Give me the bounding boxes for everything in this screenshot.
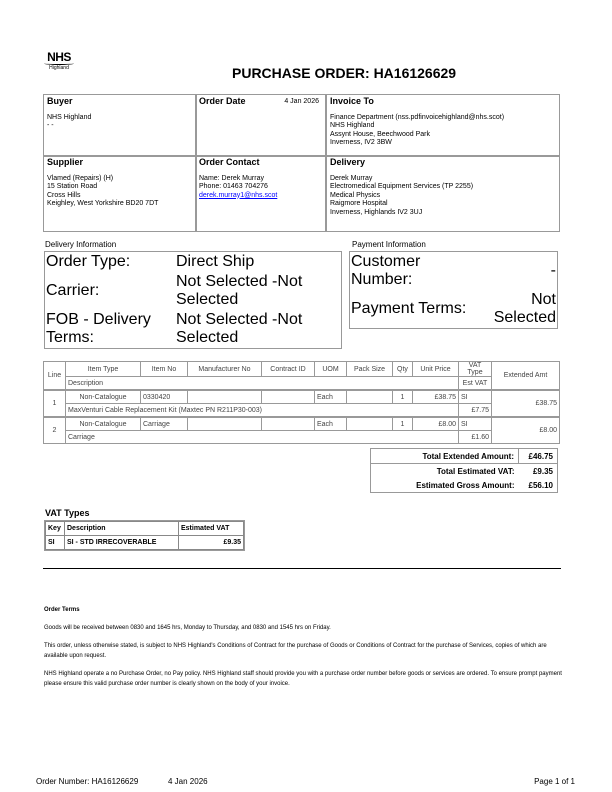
delivery-section — [330, 158, 558, 217]
element — [46, 536, 244, 550]
element — [46, 522, 244, 536]
element — [45, 252, 341, 348]
table-cell: £7.75 — [459, 404, 492, 418]
table-cell: £8.00 — [413, 417, 459, 431]
order-date-heading: Order Date — [199, 96, 246, 106]
supplier-lines-3: Keighley, West Yorkshire BD20 7DT — [47, 200, 159, 207]
table-cell: 2 — [44, 417, 66, 444]
element — [350, 290, 557, 328]
invoice-to-lines-2: Assynt House, Beechwood Park — [330, 130, 430, 138]
element — [45, 272, 341, 310]
table-cell: Contract ID — [262, 362, 315, 377]
table-cell: £38.75 — [492, 390, 560, 417]
element — [44, 362, 560, 444]
buyer-heading: Buyer — [47, 96, 73, 106]
buyer-lines-0: NHS Highland — [47, 113, 92, 121]
payment-info-heading: Payment Information — [352, 240, 426, 249]
table-cell — [262, 390, 315, 404]
order-contact-name: Name: Derek Murray — [199, 174, 264, 182]
page-title: PURCHASE ORDER: HA16126629 — [232, 65, 457, 81]
table-cell: Not Selected -Not Selected — [176, 311, 303, 346]
table-cell: Each — [315, 417, 347, 431]
supplier-lines-2: Cross Hills — [47, 191, 81, 199]
table-cell — [262, 417, 315, 431]
element — [371, 464, 558, 479]
supplier-lines-1: 15 Station Road — [47, 183, 98, 190]
table-cell: Item Type — [66, 362, 141, 377]
element — [44, 362, 560, 377]
order-contact-section — [199, 158, 321, 200]
delivery-lines-2: Medical Physics — [330, 191, 381, 199]
table-cell: Non-Catalogue — [66, 417, 141, 431]
element — [45, 521, 244, 550]
element — [46, 522, 244, 550]
table-cell — [347, 390, 393, 404]
table-cell: 0330420 — [141, 390, 188, 404]
invoice-to-lines-3: Inverness, IV2 3BW — [330, 139, 392, 146]
delivery-lines-4: Inverness, Highlands IV2 3UJ — [330, 208, 423, 216]
table-cell: SI — [459, 417, 492, 431]
table-cell: Estimated Gross Amount: — [416, 480, 515, 490]
table-cell: Order Type: — [46, 253, 131, 270]
table-cell: Item No — [141, 362, 188, 377]
element — [371, 449, 558, 464]
table-cell: 1 — [44, 390, 66, 417]
logo-name: NHS — [47, 50, 71, 64]
table-cell: MaxVenturi Cable Replacement Kit (Maxtec PN R211P30-003) — [66, 404, 459, 418]
table-cell: £8.00 — [492, 417, 560, 444]
table-cell: Not Selected — [493, 291, 556, 326]
element — [350, 252, 557, 328]
table-cell — [188, 417, 262, 431]
order-contact-phone: Phone: 01463 704276 — [199, 183, 268, 190]
element — [45, 310, 341, 348]
table-cell: SI — [459, 390, 492, 404]
table-cell: Non-Catalogue — [66, 390, 141, 404]
order-date-value: 4 Jan 2026 — [284, 98, 319, 105]
table-cell: SI - STD IRRECOVERABLE — [65, 536, 179, 550]
table-cell: Unit Price — [413, 362, 459, 377]
delivery-info-table — [44, 251, 342, 349]
table-cell: Description — [65, 522, 179, 536]
table-cell: VAT Type — [459, 362, 492, 377]
table-cell: Est VAT — [459, 377, 492, 391]
buyer-section — [47, 97, 192, 131]
table-cell: Estimated VAT — [179, 522, 244, 536]
supplier-heading: Supplier — [47, 157, 84, 167]
element — [371, 449, 558, 493]
payment-info-table — [349, 251, 558, 329]
line-items-table — [43, 361, 560, 444]
contact-email-link[interactable]: derek.murray1@nhs.scot — [199, 191, 278, 199]
table-cell — [188, 390, 262, 404]
table-cell: £38.75 — [413, 390, 459, 404]
element — [43, 155, 560, 157]
element — [44, 404, 560, 418]
vat-types-table — [44, 520, 245, 551]
table-cell: 1 — [393, 390, 413, 404]
element — [44, 377, 560, 391]
divider — [43, 568, 561, 569]
order-contact-heading: Order Contact — [199, 157, 260, 167]
footer-order-number: Order Number: HA16126629 — [36, 777, 139, 786]
order-terms-p3: NHS Highland operate a no Purchase Order, no Pay policy. NHS Highland staff should provide you with a purchase order number before goods or services are ordered. To ensure prompt payment please ensure this valid purchase order number is clearly shown on the body of your invoice. — [44, 671, 562, 687]
gross-amount-value: £56.10 — [528, 480, 553, 490]
table-cell: Line — [44, 362, 66, 391]
element — [45, 252, 341, 348]
element — [325, 94, 327, 232]
table-row — [44, 390, 560, 404]
table-cell: Payment Terms: — [351, 300, 467, 317]
table-cell: Not Selected -Not Selected — [176, 273, 303, 308]
order-terms-p1: Goods will be received between 0830 and 1645 hrs, Monday to Thursday, and 0830 and 1545 hrs on Friday. — [44, 625, 331, 631]
logo-region: Highland — [49, 65, 69, 71]
table-cell: Direct Ship — [176, 253, 255, 270]
footer-page-number: Page 1 of 1 — [534, 777, 575, 786]
table-cell: Key — [46, 522, 65, 536]
footer-date: 4 Jan 2026 — [168, 777, 208, 786]
delivery-info-heading: Delivery Information — [45, 240, 117, 249]
table-cell: Manufacturer No — [188, 362, 262, 377]
table-cell: UOM — [315, 362, 347, 377]
delivery-heading: Delivery — [330, 157, 366, 167]
table-cell: SI — [46, 536, 65, 550]
invoice-to-section — [330, 97, 558, 148]
nhs-highland-logo — [44, 50, 74, 71]
element — [350, 252, 557, 328]
element — [44, 431, 560, 444]
table-cell: Pack Size — [347, 362, 393, 377]
buyer-lines-1: - - — [47, 122, 54, 129]
total-vat-value: £9.35 — [532, 466, 553, 476]
table-cell: £9.35 — [179, 536, 244, 550]
order-date-section — [199, 97, 321, 108]
table-cell: Total Estimated VAT: — [436, 466, 515, 476]
delivery-lines-1: Electromedical Equipment Services (TP 2255) — [330, 183, 474, 190]
table-cell — [347, 417, 393, 431]
table-cell: Carriage — [141, 417, 188, 431]
table-cell: Qty — [393, 362, 413, 377]
order-terms-p2: This order, unless otherwise stated, is subject to NHS Highland's Conditions of Contract for the purchase of Goods or Conditions of Contract for the purchase of Services, copies of which are available upon request. — [44, 643, 547, 659]
element — [195, 94, 197, 232]
supplier-section — [47, 158, 192, 209]
totals-box — [370, 448, 558, 493]
total-extended-label: Total Extended Amount: — [422, 451, 514, 461]
invoice-to-lines-0: Finance Department (nss.pdfinvoicehighland@nhs.scot) — [330, 113, 505, 121]
delivery-lines-3: Raigmore Hospital — [330, 200, 388, 207]
table-cell: Carrier: — [46, 282, 100, 299]
delivery-lines-0: Derek Murray — [330, 174, 373, 182]
table-cell: 1 — [393, 417, 413, 431]
table-row — [44, 417, 560, 431]
total-extended-value: £46.75 — [519, 449, 558, 464]
table-cell: Each — [315, 390, 347, 404]
table-cell: - — [550, 262, 556, 279]
vat-types-heading: VAT Types — [45, 508, 90, 518]
table-cell: Customer Number: — [351, 253, 421, 288]
invoice-to-lines-1: NHS Highland — [330, 122, 375, 129]
table-cell: £1.60 — [459, 431, 492, 444]
table-cell: Extended Amt — [492, 362, 560, 391]
order-terms-heading: Order Terms — [44, 607, 80, 613]
invoice-to-heading: Invoice To — [330, 96, 374, 106]
element — [371, 478, 558, 493]
element — [45, 252, 341, 272]
supplier-lines-0: Vlamed (Repairs) (H) — [47, 174, 114, 182]
table-cell: Description — [66, 377, 459, 391]
table-cell: Carriage — [66, 431, 459, 444]
element — [350, 252, 557, 290]
table-cell: FOB - Delivery Terms: — [46, 311, 151, 346]
